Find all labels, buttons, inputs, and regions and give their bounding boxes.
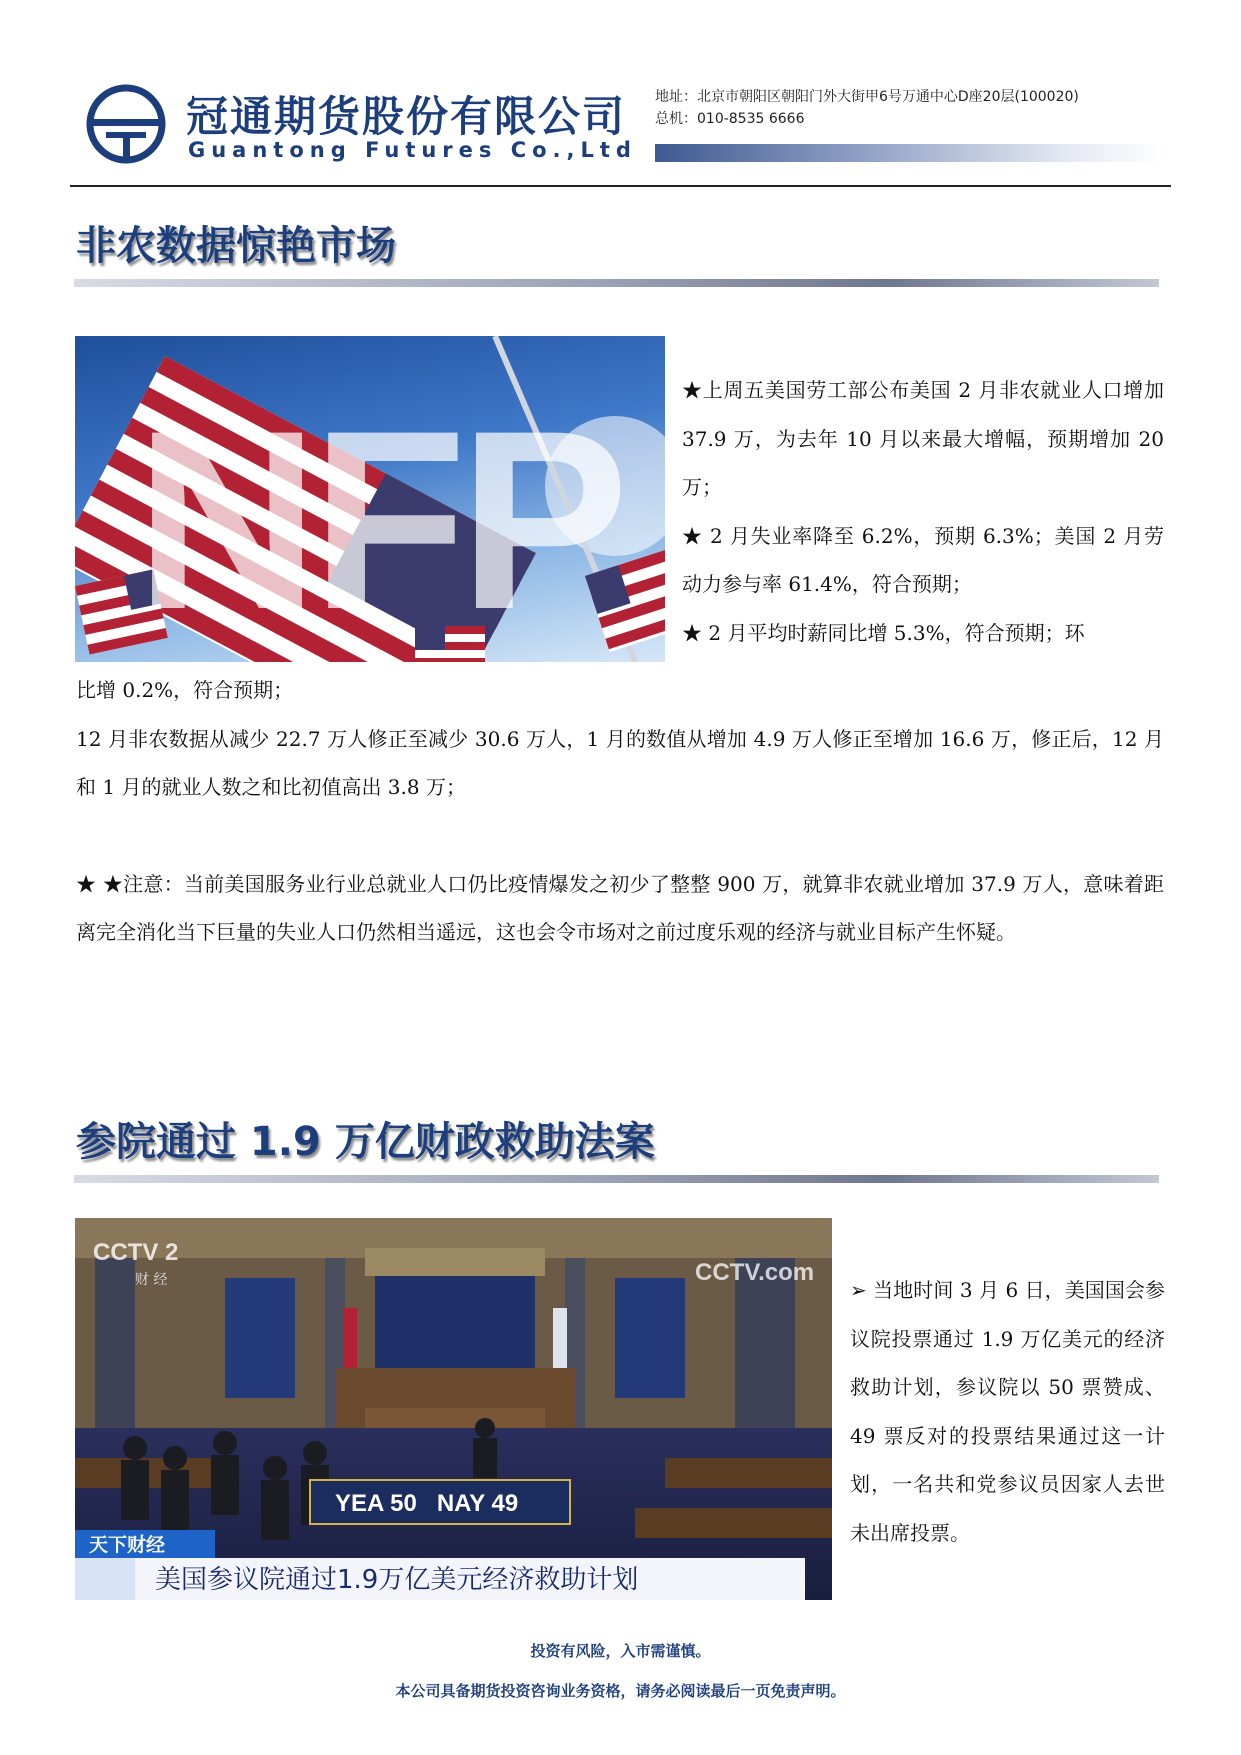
company-contact — [655, 86, 1079, 130]
nfp-note: ★ ★注意：当前美国服务业行业总就业人口仍比疫情爆发之初少了整整 900 万，就算非农就业增加 37.9 万人，意味着距离完全消化当下巨量的失业人口仍然相当遥远，这也会令市场对之前过度乐观的经济与就业目标产生怀疑。 — [76, 871, 1164, 944]
company-logo-icon — [86, 84, 166, 164]
section-title-nfp: 非农数据惊艳市场 — [76, 223, 396, 269]
company-address: 地址：北京市朝阳区朝阳门外大街甲6号万通中心D座20层(100020) — [655, 89, 1079, 105]
company-name-en: Guantong Futures Co.,Ltd — [188, 138, 637, 162]
nfp-overlay-text: NFP — [135, 378, 621, 662]
senate-news-image — [75, 1218, 832, 1600]
section-title-senate: 参院通过 1.9 万亿财政救助法案 — [76, 1119, 655, 1165]
vote-result-text: YEA 50 NAY 49 — [335, 1490, 519, 1517]
header-gradient-bar — [655, 144, 1165, 162]
program-name-text: 天下财经 — [89, 1534, 166, 1556]
header-divider — [70, 185, 1171, 187]
cctv-com-logo-text: CCTV.com — [695, 1259, 815, 1286]
section-divider-1 — [74, 279, 1159, 287]
company-phone: 总机：010-8535 6666 — [655, 111, 805, 127]
cctv2-sub-text: 财 经 — [135, 1272, 168, 1288]
nfp-revision: 12 月非农数据从减少 22.7 万人修正至减少 30.6 万人，1 月的数值从增加 4.9 万人修正至增加 16.6 万，修正后，12 月和 1 月的就业人数之和比初值高出 3.8 万； — [76, 726, 1164, 799]
senate-paragraph: ➢ 当地时间 3 月 6 日，美国国会参议院投票通过 1.9 万亿美元的经济救助计划，参议院以 50 票赞成、49 票反对的投票结果通过这一计划，一名共和党参议员因家人去世未出席投票。 — [850, 1278, 1165, 1545]
nfp-bullet-3-cont: 比增 0.2%，符合预期； — [76, 678, 294, 702]
nfp-paragraph-right — [682, 366, 1164, 657]
nfp-bullet-3: ★ 2 月平均时薪同比增 5.3%，符合预期；环 — [682, 620, 1085, 645]
nfp-paragraph-full — [76, 666, 1164, 957]
nfp-bullet-1: ★上周五美国劳工部公布美国 2 月非农就业人口增加 37.9 万，为去年 10 月以来最大增幅，预期增加 20 万； — [682, 378, 1164, 499]
news-caption-text: 美国参议院通过1.9万亿美元经济救助计划 — [155, 1565, 639, 1595]
nfp-bullet-2: ★ 2 月失业率降至 6.2%，预期 6.3%；美国 2 月劳动力参与率 61.4%，符合预期； — [682, 523, 1164, 596]
company-name-cn: 冠通期货股份有限公司 — [186, 92, 627, 141]
footer-disclaimer: 本公司具备期货投资咨询业务资格，请务必阅读最后一页免责声明。 — [395, 1682, 846, 1700]
nfp-flag-image — [75, 336, 665, 662]
cctv2-logo-text: CCTV 2 — [93, 1239, 179, 1266]
footer-risk-warning: 投资有风险，入市需谨慎。 — [530, 1642, 711, 1660]
section-divider-2 — [74, 1175, 1159, 1183]
